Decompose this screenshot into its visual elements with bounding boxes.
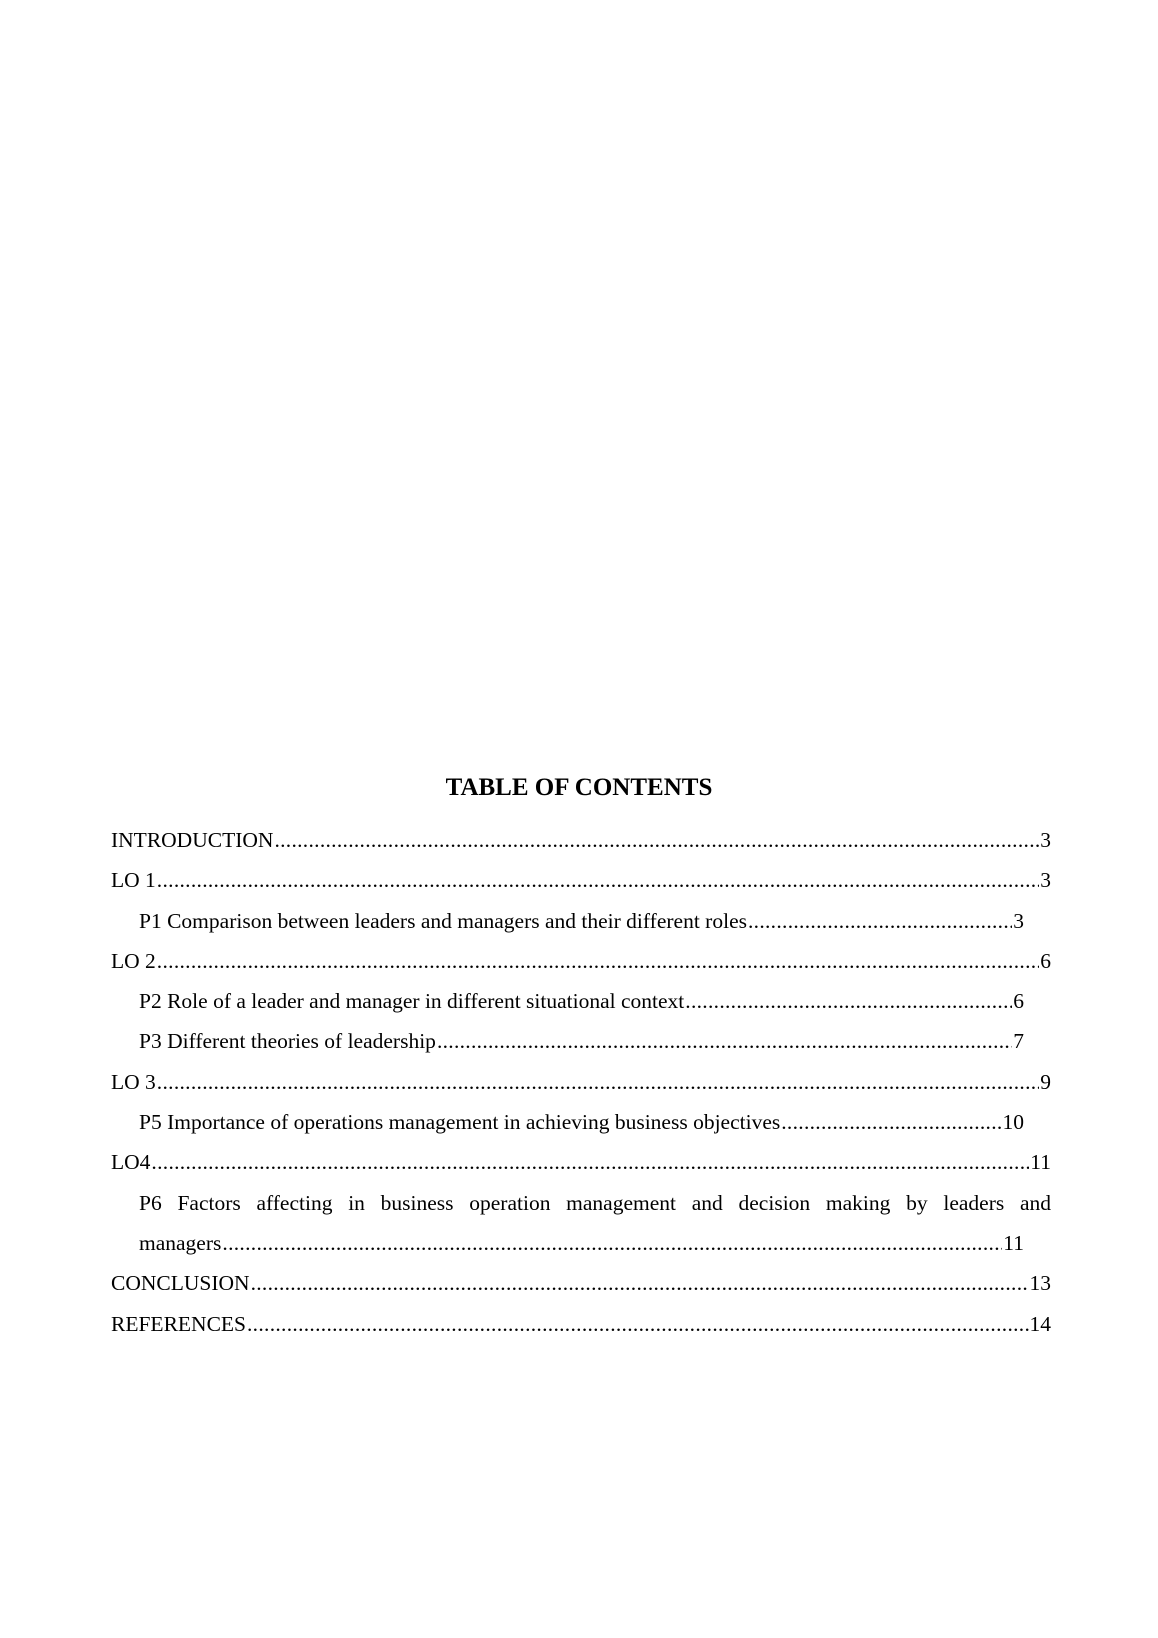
toc-list xyxy=(111,820,1051,1344)
dot-leader xyxy=(157,860,1039,900)
toc-entry-label: P5 Importance of operations management in achieving business objectives xyxy=(139,1110,781,1135)
toc-entry-label: LO 2 xyxy=(111,948,156,973)
toc-page-number: 6 xyxy=(1040,948,1051,973)
dot-leader xyxy=(247,1304,1029,1344)
toc-page-number: 10 xyxy=(1002,1110,1024,1135)
toc-entry-label-line1: P6 Factors affecting in business operation management and decision making by leaders and xyxy=(139,1190,1051,1215)
dot-leader xyxy=(222,1223,1002,1263)
dot-leader xyxy=(685,981,1012,1021)
dot-leader xyxy=(748,901,1012,941)
toc-entry-conclusion[interactable] xyxy=(111,1263,1051,1303)
toc-entry-p1[interactable] xyxy=(139,901,1024,941)
toc-entry-label: REFERENCES xyxy=(111,1311,246,1336)
dot-leader xyxy=(151,1142,1029,1182)
toc-page-number: 3 xyxy=(1013,908,1024,933)
toc-entry-lo2[interactable] xyxy=(111,941,1051,981)
toc-page-number: 3 xyxy=(1040,828,1051,852)
toc-entry-label: INTRODUCTION xyxy=(111,828,274,852)
toc-entry-label: LO 3 xyxy=(111,1069,156,1094)
toc-entry-label-line2: managers xyxy=(139,1230,222,1255)
toc-page-number: 14 xyxy=(1029,1311,1051,1336)
toc-page-number: 9 xyxy=(1040,1069,1051,1094)
toc-entry-lo4[interactable] xyxy=(111,1142,1051,1182)
toc-entry-continuation xyxy=(139,1223,1024,1263)
dot-leader xyxy=(437,1021,1012,1061)
toc-page-number: 11 xyxy=(1003,1230,1024,1255)
toc-title: TABLE OF CONTENTS xyxy=(445,774,713,801)
dot-leader xyxy=(251,1263,1029,1303)
toc-page-number: 13 xyxy=(1029,1271,1051,1296)
dot-leader xyxy=(274,820,1039,860)
dot-leader xyxy=(157,1062,1039,1102)
toc-page-number: 11 xyxy=(1030,1150,1051,1175)
toc-entry-p2[interactable] xyxy=(139,981,1024,1021)
dot-leader xyxy=(157,941,1039,981)
toc-page-number: 7 xyxy=(1013,1029,1024,1054)
toc-entry-label: P1 Comparison between leaders and managers and their different roles xyxy=(139,908,747,933)
toc-entry-label: P2 Role of a leader and manager in different situational context xyxy=(139,989,685,1014)
toc-entry-label: LO4 xyxy=(111,1150,151,1175)
toc-entry-introduction[interactable] xyxy=(111,820,1051,860)
toc-entry-p3[interactable] xyxy=(139,1021,1024,1061)
toc-entry-label: LO 1 xyxy=(111,868,156,893)
toc-entry-p6[interactable] xyxy=(139,1183,1051,1264)
toc-entry-label: CONCLUSION xyxy=(111,1271,250,1296)
toc-entry-lo1[interactable] xyxy=(111,860,1051,900)
toc-page-number: 6 xyxy=(1013,989,1024,1014)
toc-entry-references[interactable] xyxy=(111,1304,1051,1344)
toc-entry-label: P3 Different theories of leadership xyxy=(139,1029,436,1054)
toc-entry-lo3[interactable] xyxy=(111,1062,1051,1102)
toc-page-number: 3 xyxy=(1040,868,1051,893)
toc-entry-p5[interactable] xyxy=(139,1102,1024,1142)
dot-leader xyxy=(781,1102,1001,1142)
